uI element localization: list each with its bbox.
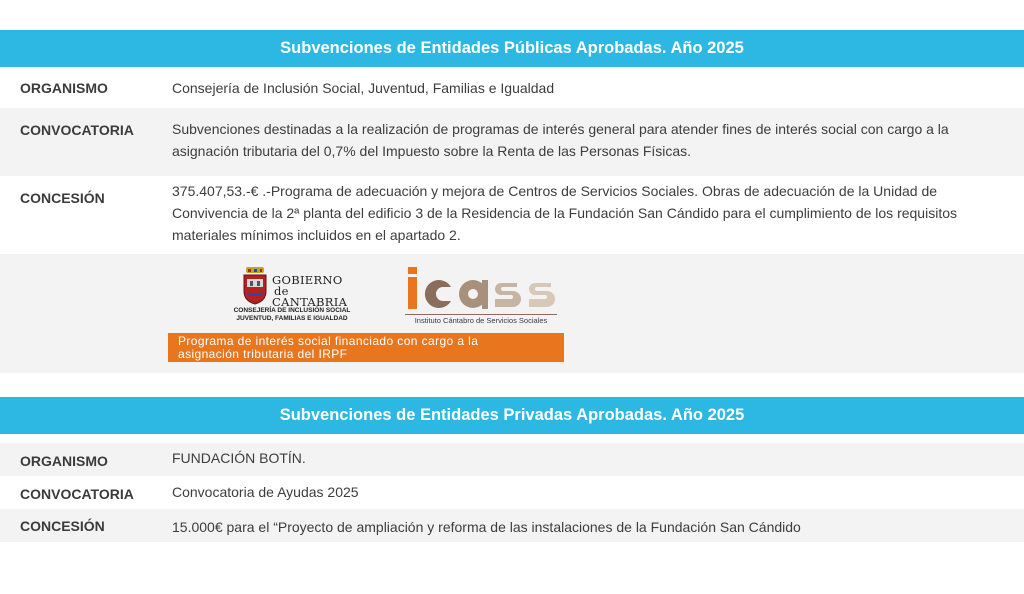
row-value: Subvenciones destinadas a la realización de programas de interés general para atender fines de interés social con cargo a la asignación tributaria del 0,7% del Impuesto sobre la Renta de las Personas Físicas. (172, 121, 949, 159)
row-label: ORGANISMO (20, 80, 108, 96)
private-row-concesion (0, 509, 1024, 542)
consejeria-line-1: CONSEJERÍA DE INCLUSIÓN SOCIAL (233, 307, 351, 314)
banner-line-2: asignación tributaria del IRPF (178, 347, 348, 361)
public-grants-title: Subvenciones de Entidades Públicas Aprobadas. Año 2025 (280, 39, 744, 57)
icass-subtitle: Instituto Cántabro de Servicios Sociales (405, 314, 557, 325)
consejeria-line-2: JUVENTUD, FAMILIAS E IGUALDAD (236, 315, 348, 322)
icass-wordmark-text: icass (405, 265, 408, 266)
public-row-convocatoria (0, 108, 1024, 176)
de-line: de (274, 284, 289, 298)
row-label: CONVOCATORIA (20, 122, 134, 138)
consejeria-caption (222, 307, 362, 323)
row-value: FUNDACIÓN BOTÍN. (172, 450, 306, 466)
gobierno-cantabria-logo (272, 275, 347, 308)
row-label: ORGANISMO (20, 453, 108, 469)
public-grants-header (0, 30, 1024, 67)
row-value: Convocatoria de Ayudas 2025 (172, 484, 359, 500)
private-row-convocatoria (0, 476, 1024, 509)
row-label: CONCESIÓN (20, 518, 105, 534)
public-row-concesion (0, 176, 1024, 254)
private-grants-header (0, 397, 1024, 434)
cantabria-coat-of-arms-icon (242, 267, 268, 305)
row-value: 375.407,53.-€ .-Programa de adecuación y mejora de Centros de Servicios Sociales. Obras de adecuación de la Unidad de Convivencia de la 2ª planta del edificio 3 de la Residencia de la Fundación San Cándido para el cumplimiento de los requisitos materiales mínimos incluidos en el apartado 2. (172, 183, 957, 243)
public-row-organismo (0, 67, 1024, 108)
gobierno-line: GOBIERNO (272, 273, 343, 287)
row-value: 15.000€ para el “Proyecto de ampliación y reforma de las instalaciones de la Fundación San Cándido (172, 519, 801, 535)
private-row-organismo (0, 443, 1024, 476)
row-value: Consejería de Inclusión Social, Juventud, Familias e Igualdad (172, 80, 555, 96)
banner-line-1: Programa de interés social financiado con cargo a la (178, 334, 479, 348)
icass-logo (405, 265, 560, 313)
cantabria-line: CANTABRIA (272, 295, 348, 309)
irpf-program-banner (168, 333, 564, 362)
private-grants-title: Subvenciones de Entidades Privadas Aprobadas. Año 2025 (279, 406, 745, 424)
row-label: CONCESIÓN (20, 190, 105, 206)
row-label: CONVOCATORIA (20, 486, 134, 502)
